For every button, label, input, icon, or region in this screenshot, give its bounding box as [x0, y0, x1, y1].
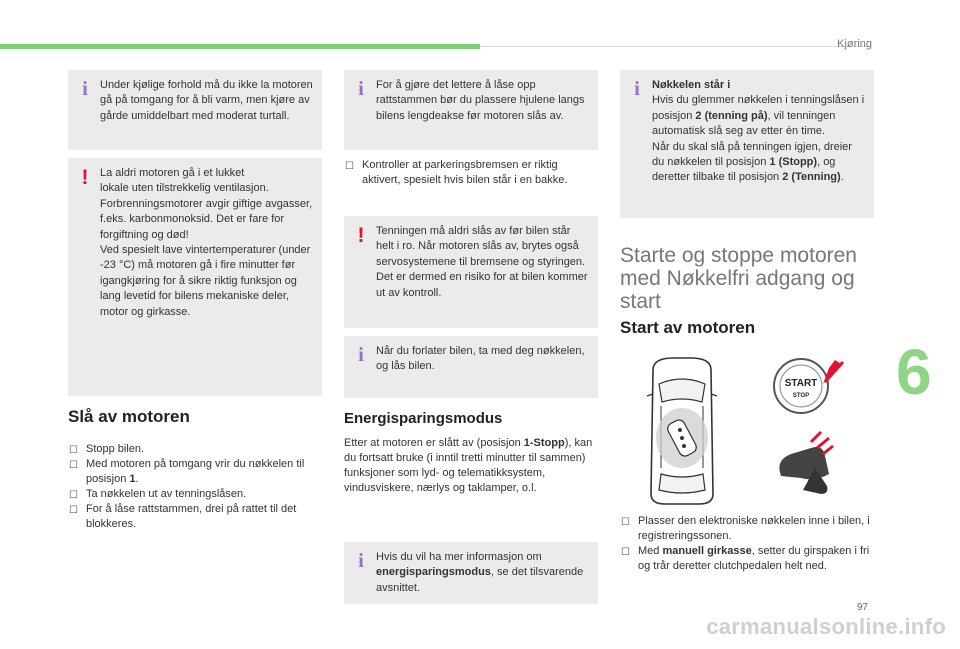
checkbox-bullet-icon: ☐	[69, 460, 78, 471]
info-text: Når du forlater bilen, ta med deg nøkkelen, og lås bilen.	[376, 345, 585, 373]
list-item: ☐ For å låse rattstammen, drei på rattet til det blokkeres.	[69, 503, 297, 530]
info-icon: i	[82, 78, 88, 100]
info-icon: i	[358, 78, 364, 100]
checkbox-bullet-icon: ☐	[69, 445, 78, 456]
info-text: Nøkkelen står i Hvis du glemmer nøkkelen i tenningslåsen i posisjon 2 (tenning på), vil tenningen automatisk slå seg av etter én time. Når du skal slå på tenningen igjen, dreier du nøkkelen til posisjon 1 (Stopp), og deretter tilbake til posisjon 2 (Tenning).	[652, 79, 865, 184]
info-text: For å gjøre det lettere å låse opp rattstammen bør du plassere hjulene langs bilens lengdeakse før motoren slås av.	[376, 79, 585, 122]
start-stop-button-icon	[774, 359, 843, 413]
start-label: START	[784, 378, 818, 389]
stop-label: STOP	[792, 393, 810, 399]
list-item: ☐ Kontroller at parkeringsbremsen er riktig aktivert, spesielt hvis bilen står i en bakke.	[345, 159, 568, 186]
info-icon: i	[634, 78, 640, 100]
exclamation-icon: !	[81, 166, 89, 189]
watermark: carmanualsonline.info	[706, 614, 946, 639]
info-icon: i	[358, 550, 364, 572]
checkbox-bullet-icon: ☐	[69, 490, 78, 501]
warning-box-ignition	[344, 216, 598, 328]
pedal-foot-icon	[779, 432, 833, 494]
header-rule	[480, 46, 870, 47]
list-item: ☐ Plasser den elektroniske nøkkelen inne i bilen, i registreringssonen.	[621, 515, 870, 542]
warning-box-ventilation	[68, 158, 322, 396]
warning-text: Tenningen må aldri slås av før bilen står helt i ro. Når motoren slås av, brytes også servosystemene til bremsene og styringen. Det er dermed en risiko for at bilen kommer ut av kontroll.	[376, 225, 588, 299]
checkbox-bullet-icon: ☐	[621, 547, 630, 558]
heading-switch-off: Slå av motoren	[68, 407, 190, 426]
key-fob-icon	[656, 408, 708, 468]
info-box-steering-lock	[344, 70, 598, 150]
list-item: ☐ Stopp bilen.	[69, 443, 145, 456]
info-text: Under kjølige forhold må du ikke la motoren gå på tomgang for å bli varm, men kjøre av gårde umiddelbart med moderat turtall.	[100, 79, 313, 122]
list-item: ☐ Ta nøkkelen ut av tenningslåsen.	[69, 488, 247, 501]
section-heading-keyless: Starte og stoppe motoren med Nøkkelfri adgang og start	[620, 244, 857, 313]
checkbox-bullet-icon: ☐	[621, 517, 630, 528]
info-text: Hvis du vil ha mer informasjon om energisparingsmodus, se det tilsvarende avsnittet.	[376, 551, 584, 594]
info-box-cold	[68, 70, 322, 150]
list-item: ☐ Med motoren på tomgang vrir du nøkkelen til posisjon 1.	[69, 458, 305, 485]
heading-start-engine: Start av motoren	[620, 318, 756, 337]
heading-energy-saving: Energisparingsmodus	[344, 410, 503, 427]
keyless-start-illustration	[625, 356, 875, 506]
info-box-energy-saving	[344, 542, 598, 604]
list-item: ☐ Med manuell girkasse, setter du girspaken i fri og trår deretter clutchpedalen helt ned.	[621, 545, 870, 572]
start-engine-steps	[620, 514, 874, 574]
page-number: 97	[856, 602, 868, 613]
chapter-number: 6	[896, 336, 932, 408]
info-box-take-key	[344, 336, 598, 398]
checkbox-bullet-icon: ☐	[345, 161, 354, 172]
energy-saving-paragraph: Etter at motoren er slått av (posisjon 1-Stopp), kan du fortsatt bruke (i inntil tretti minutter til sammen) funksjoner som lyd- og telematikksystem, vindusviskere, nærlys og taklamper, o.l.	[344, 437, 593, 494]
switch-off-steps	[68, 442, 322, 532]
info-icon: i	[358, 344, 364, 366]
header-accent-bar	[0, 44, 480, 49]
parking-brake-steps	[344, 158, 598, 188]
checkbox-bullet-icon: ☐	[69, 505, 78, 516]
section-title: Kjøring	[837, 38, 872, 50]
warning-text: La aldri motoren gå i et lukket lokale uten tilstrekkelig ventilasjon. Forbrenningsmotorer avgir giftige avgasser, f.eks. karbonmonoksid. Det er fare for forgiftning og død! Ved spesielt lave vintertemperaturer (under -23 °C) må motoren gå i fire minutter før igangkjøring for å sikre riktig funksjon og lang levetid for bilens mekaniske deler, motor og girkasse.	[100, 167, 313, 318]
exclamation-icon: !	[357, 224, 365, 247]
info-box-key-left-in	[620, 70, 874, 218]
